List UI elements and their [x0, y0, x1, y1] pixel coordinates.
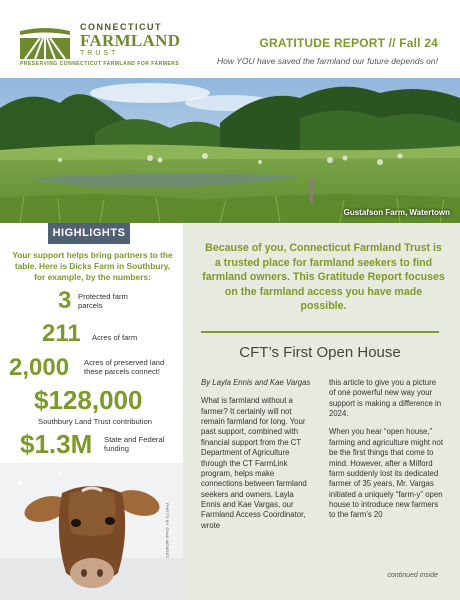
article-column-2: [329, 378, 443, 529]
cow-photo: [0, 463, 183, 600]
stat-value: $128,000: [34, 385, 143, 415]
hero-caption: Gustafson Farm, Watertown: [343, 208, 450, 217]
stat-value: 211: [42, 320, 81, 347]
stat-value: 3: [58, 287, 72, 314]
farm-rows-logo-icon: [20, 25, 70, 59]
stat-value: $1.3M: [20, 429, 93, 459]
stat-value: 2,000: [9, 354, 70, 381]
stat-label: Acres of farm: [92, 333, 138, 342]
article-title: CFT’s First Open House: [239, 344, 401, 361]
highlights-label: HIGHLIGHTS: [48, 223, 130, 244]
stat-label: Acres of preserved land these parcels connect!: [84, 358, 165, 377]
intro-statement: Because of you, Connecticut Farmland Trust is a trusted place for farmland seekers to find farmland owners. This Gratitude Report focuses on the farmland access you have made possible.: [202, 242, 445, 313]
stat-label: Protected farm parcels: [78, 292, 128, 311]
logo-main-text: FARMLAND: [80, 31, 181, 50]
stat-label: Southbury Land Trust contribution: [38, 417, 152, 426]
logo-tagline: PRESERVING CONNECTICUT FARMLAND FOR FARMERS: [20, 61, 180, 67]
report-title: GRATITUDE REPORT // Fall 24: [259, 36, 438, 50]
article-column-1: [201, 378, 311, 539]
cft-logo[interactable]: [20, 22, 181, 68]
farm-landscape-image: [0, 78, 460, 223]
hero-photo: [0, 78, 460, 223]
logo-top-text: CONNECTICUT: [80, 22, 162, 32]
article-paragraph: What is farmland without a farmer? It certainly will not remain farmland for long. Your past support, combined with financial support from the CT Department of Agriculture through the CT FarmLink program, helps make connections between farmland seekers and owners. Layla Ennis and Kae Vargas, our Farmland Access Coordinator, wrote: [201, 396, 307, 530]
continued-inside-link[interactable]: continued inside: [387, 572, 438, 579]
report-subtitle: How YOU have saved the farmland our future depends on!: [217, 56, 438, 66]
logo-sub-text: TRUST: [80, 50, 119, 57]
article-byline: By Layla Ennis and Kae Vargas: [201, 378, 311, 387]
stat-label: State and Federal funding: [104, 435, 165, 454]
divider: [201, 331, 439, 333]
article-paragraph: this article to give you a picture of one powerful new way your support is making a difference in 2024.: [329, 378, 442, 419]
article-paragraph: When you hear “open house,” farming and agriculture might not be the first things that come to mind. However, after a Milford farm suddenly lost its dedicated farmer of 35 years, Mr. Vargas initiated a uniquely “farm-y” open house to introduce new farmers to the farm’s 20: [329, 427, 443, 520]
header: [0, 0, 460, 78]
cow-image: [0, 463, 183, 600]
highlights-column: [0, 223, 183, 600]
highlights-intro: Your support helps bring partners to the table. Here is Dicks Farm in Southbury, for example, by the numbers:: [12, 250, 173, 282]
photo-credit: PHOTO BY GINA MENDEZ: [165, 503, 170, 559]
article-panel: [183, 223, 460, 600]
